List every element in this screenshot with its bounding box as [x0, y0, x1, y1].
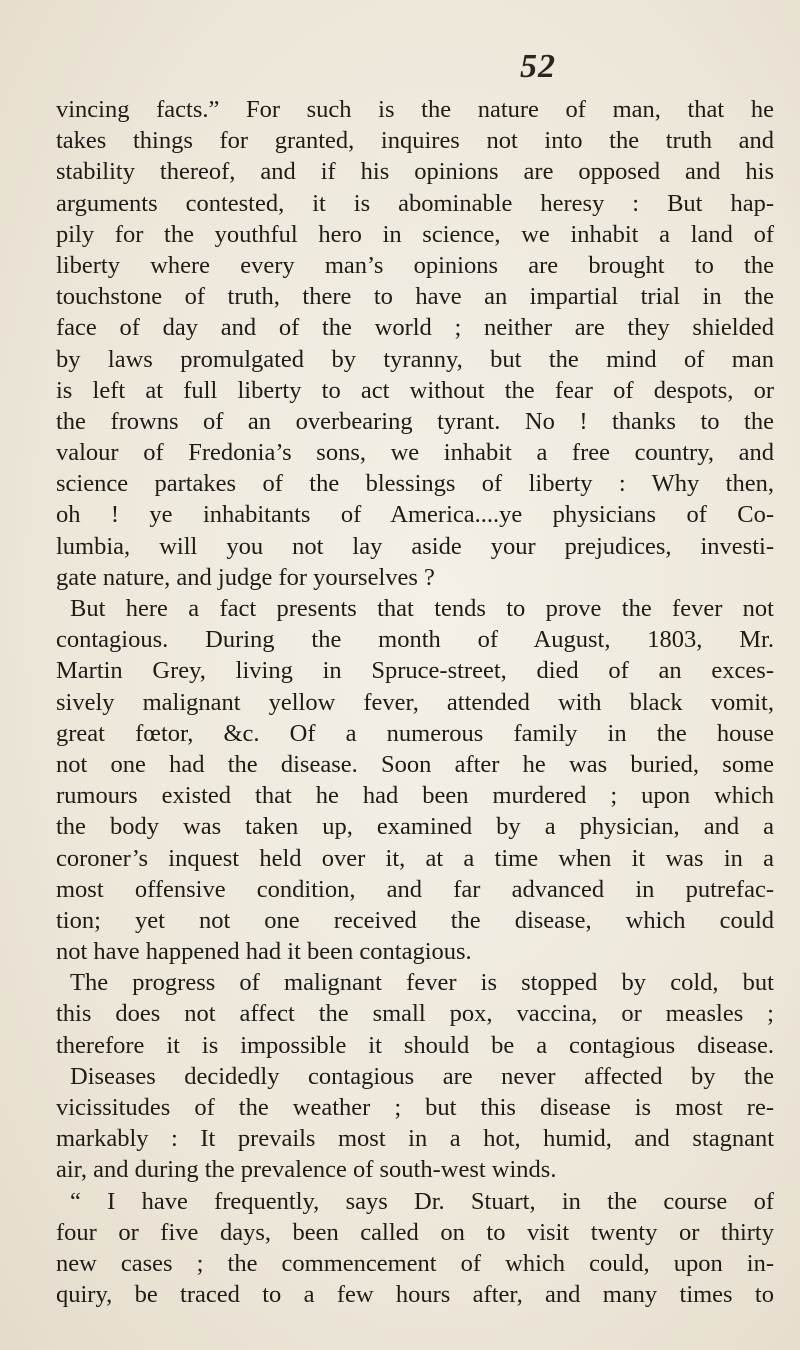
text-line: most offensive condition, and far advanced in putrefac-: [56, 875, 774, 903]
text-line: face of day and of the world ; neither are they shielded: [56, 314, 774, 342]
text-line: sively malignant yellow fever, attended with black vomit,: [56, 688, 774, 716]
text-line: stability thereof, and if his opinions are opposed and his: [56, 158, 774, 186]
text-line: Martin Grey, living in Spruce-street, died of an exces-: [56, 657, 774, 685]
text-line: “ I have frequently, says Dr. Stuart, in the course of: [70, 1187, 774, 1215]
text-line: contagious. During the month of August, 1803, Mr.: [56, 626, 774, 654]
text-line: But here a fact presents that tends to prove the fever not: [70, 595, 774, 622]
text-line: liberty where every man’s opinions are brought to the: [56, 251, 774, 279]
text-line: tion; yet not one received the disease, which could: [56, 906, 774, 934]
text-line: air, and during the prevalence of south-west winds.: [56, 1156, 557, 1184]
page-number: 52: [520, 48, 556, 85]
text-line: by laws promulgated by tyranny, but the mind of man: [56, 345, 774, 373]
text-line: four or five days, been called on to visit twenty or thirty: [56, 1218, 774, 1246]
text-line: oh ! ye inhabitants of America....ye physicians of Co-: [56, 501, 774, 529]
text-line: valour of Fredonia’s sons, we inhabit a free country, and: [56, 439, 774, 467]
text-line: science partakes of the blessings of liberty : Why then,: [56, 470, 774, 498]
text-line: vincing facts.” For such is the nature of man, that he: [56, 96, 774, 123]
text-line: this does not affect the small pox, vaccina, or measles ;: [56, 1000, 774, 1028]
text-line: takes things for granted, inquires not into the truth and: [56, 127, 774, 155]
text-line: not have happened had it been contagious.: [56, 938, 472, 966]
text-line: Diseases decidedly contagious are never affected by the: [70, 1062, 774, 1090]
text-line: is left at full liberty to act without the fear of despots, or: [56, 376, 774, 404]
text-line: gate nature, and judge for yourselves ?: [56, 563, 435, 591]
body-text: [56, 94, 774, 1310]
text-line: lumbia, will you not lay aside your prejudices, investi-: [56, 532, 774, 560]
text-line: great fœtor, &c. Of a numerous family in the house: [56, 719, 774, 747]
text-line: quiry, be traced to a few hours after, and many times to: [56, 1281, 774, 1309]
text-line: vicissitudes of the weather ; but this disease is most re-: [56, 1094, 774, 1121]
text-line: The progress of malignant fever is stopped by cold, but: [70, 969, 774, 997]
text-line: the frowns of an overbearing tyrant. No ! thanks to the: [56, 407, 774, 435]
text-line: arguments contested, it is abominable heresy : But hap-: [56, 189, 774, 217]
text-line: the body was taken up, examined by a physician, and a: [56, 813, 774, 841]
text-line: rumours existed that he had been murdered ; upon which: [56, 782, 774, 810]
text-line: coroner’s inquest held over it, at a time when it was in a: [56, 844, 774, 872]
text-line: not one had the disease. Soon after he was buried, some: [56, 750, 774, 778]
text-line: therefore it is impossible it should be a contagious disease.: [56, 1031, 774, 1059]
text-line: markably : It prevails most in a hot, humid, and stagnant: [56, 1125, 774, 1153]
text-line: pily for the youthful hero in science, we inhabit a land of: [56, 220, 774, 248]
text-line: touchstone of truth, there to have an impartial trial in the: [56, 283, 774, 311]
text-line: new cases ; the commencement of which could, upon in-: [56, 1249, 774, 1277]
